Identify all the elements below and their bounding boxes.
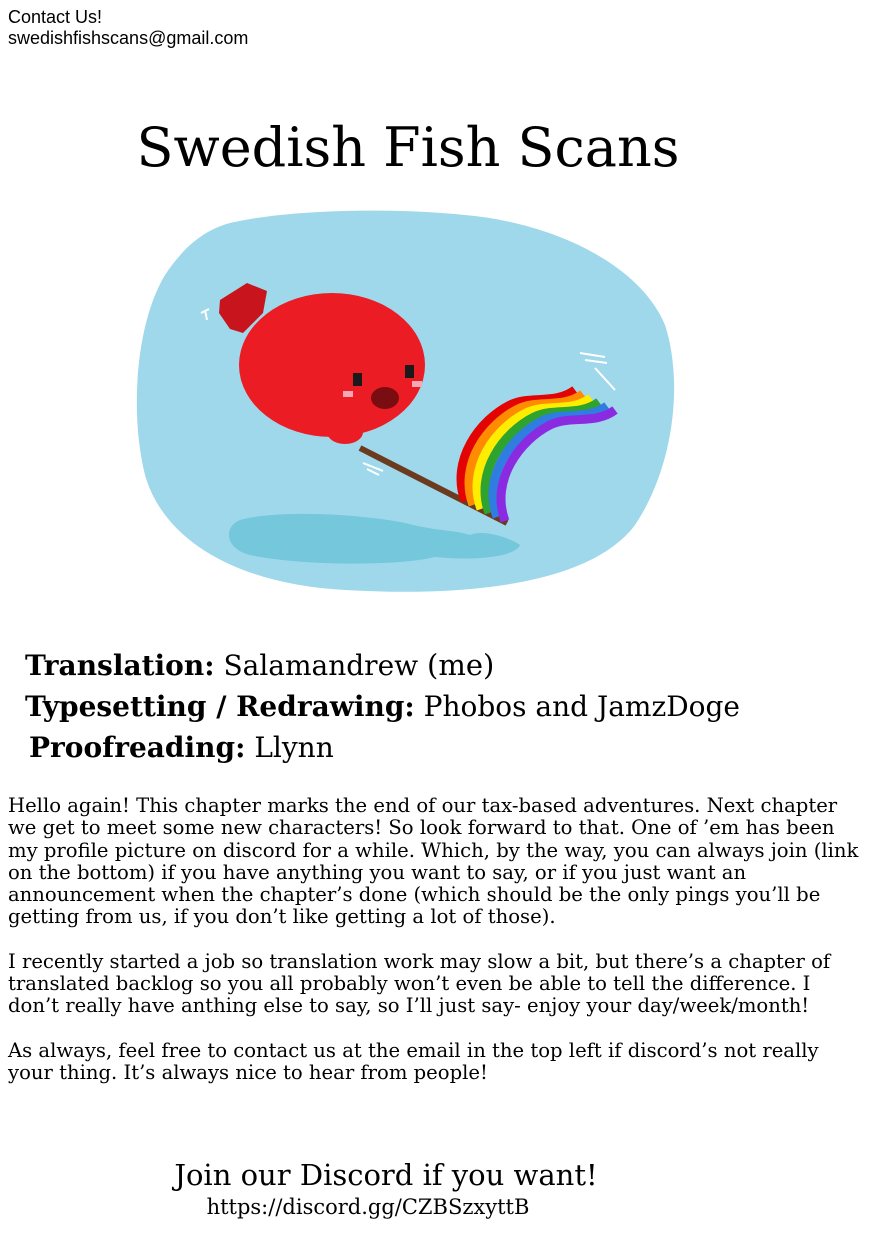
credit-role: Proofreading: xyxy=(29,731,246,764)
credit-role: Translation: xyxy=(25,649,215,682)
notes-text xyxy=(8,795,866,1106)
swedish-fish-rainbow-flag-icon xyxy=(135,205,675,597)
credits-list xyxy=(0,645,740,768)
credit-typesetting xyxy=(25,686,740,727)
fish-body xyxy=(239,293,425,437)
contact-email[interactable]: swedishfishscans@gmail.com xyxy=(8,28,249,48)
discord-link[interactable]: https://discord.gg/CZBSzxyttB xyxy=(206,1195,530,1219)
notes-paragraph: Hello again! This chapter marks the end of our tax-based adventures. Next chapter we get to meet some new characters! So look forward to that. One of ’em has been my profile picture on discord for a while. Which, by the way, you can always join (link on the bottom) if you have anything you want to say, or if you just want an announcement when the chapter’s done (which should be the only pings you’ll be getting from us, if you don’t like getting a lot of those). xyxy=(8,794,859,929)
credit-note: (me) xyxy=(427,648,495,682)
discord-join-text: Join our Discord if you want! xyxy=(174,1158,598,1192)
credit-translation xyxy=(25,645,740,686)
credit-role: Typesetting / Redrawing: xyxy=(25,690,415,723)
contact-heading: Contact Us! xyxy=(8,7,103,27)
notes-paragraph: As always, feel free to contact us at the email in the top left if discord’s not really your thing. It’s always nice to hear from people! xyxy=(8,1038,819,1084)
notes-paragraph: I recently started a job so translation work may slow a bit, but there’s a chapter of translated backlog so you all probably won’t even be able to tell the difference. I don’t really have anthing else to say, so I’ll just say- enjoy your day/week/month! xyxy=(8,949,831,1018)
credit-name: Phobos and JamzDoge xyxy=(423,690,740,723)
credit-name: Salamandrew xyxy=(223,649,419,682)
credit-proofreading xyxy=(29,727,744,768)
contact-block xyxy=(8,7,248,49)
credit-name: Llynn xyxy=(254,731,334,764)
discord-block xyxy=(0,1156,772,1220)
page-title: Swedish Fish Scans xyxy=(136,116,680,179)
